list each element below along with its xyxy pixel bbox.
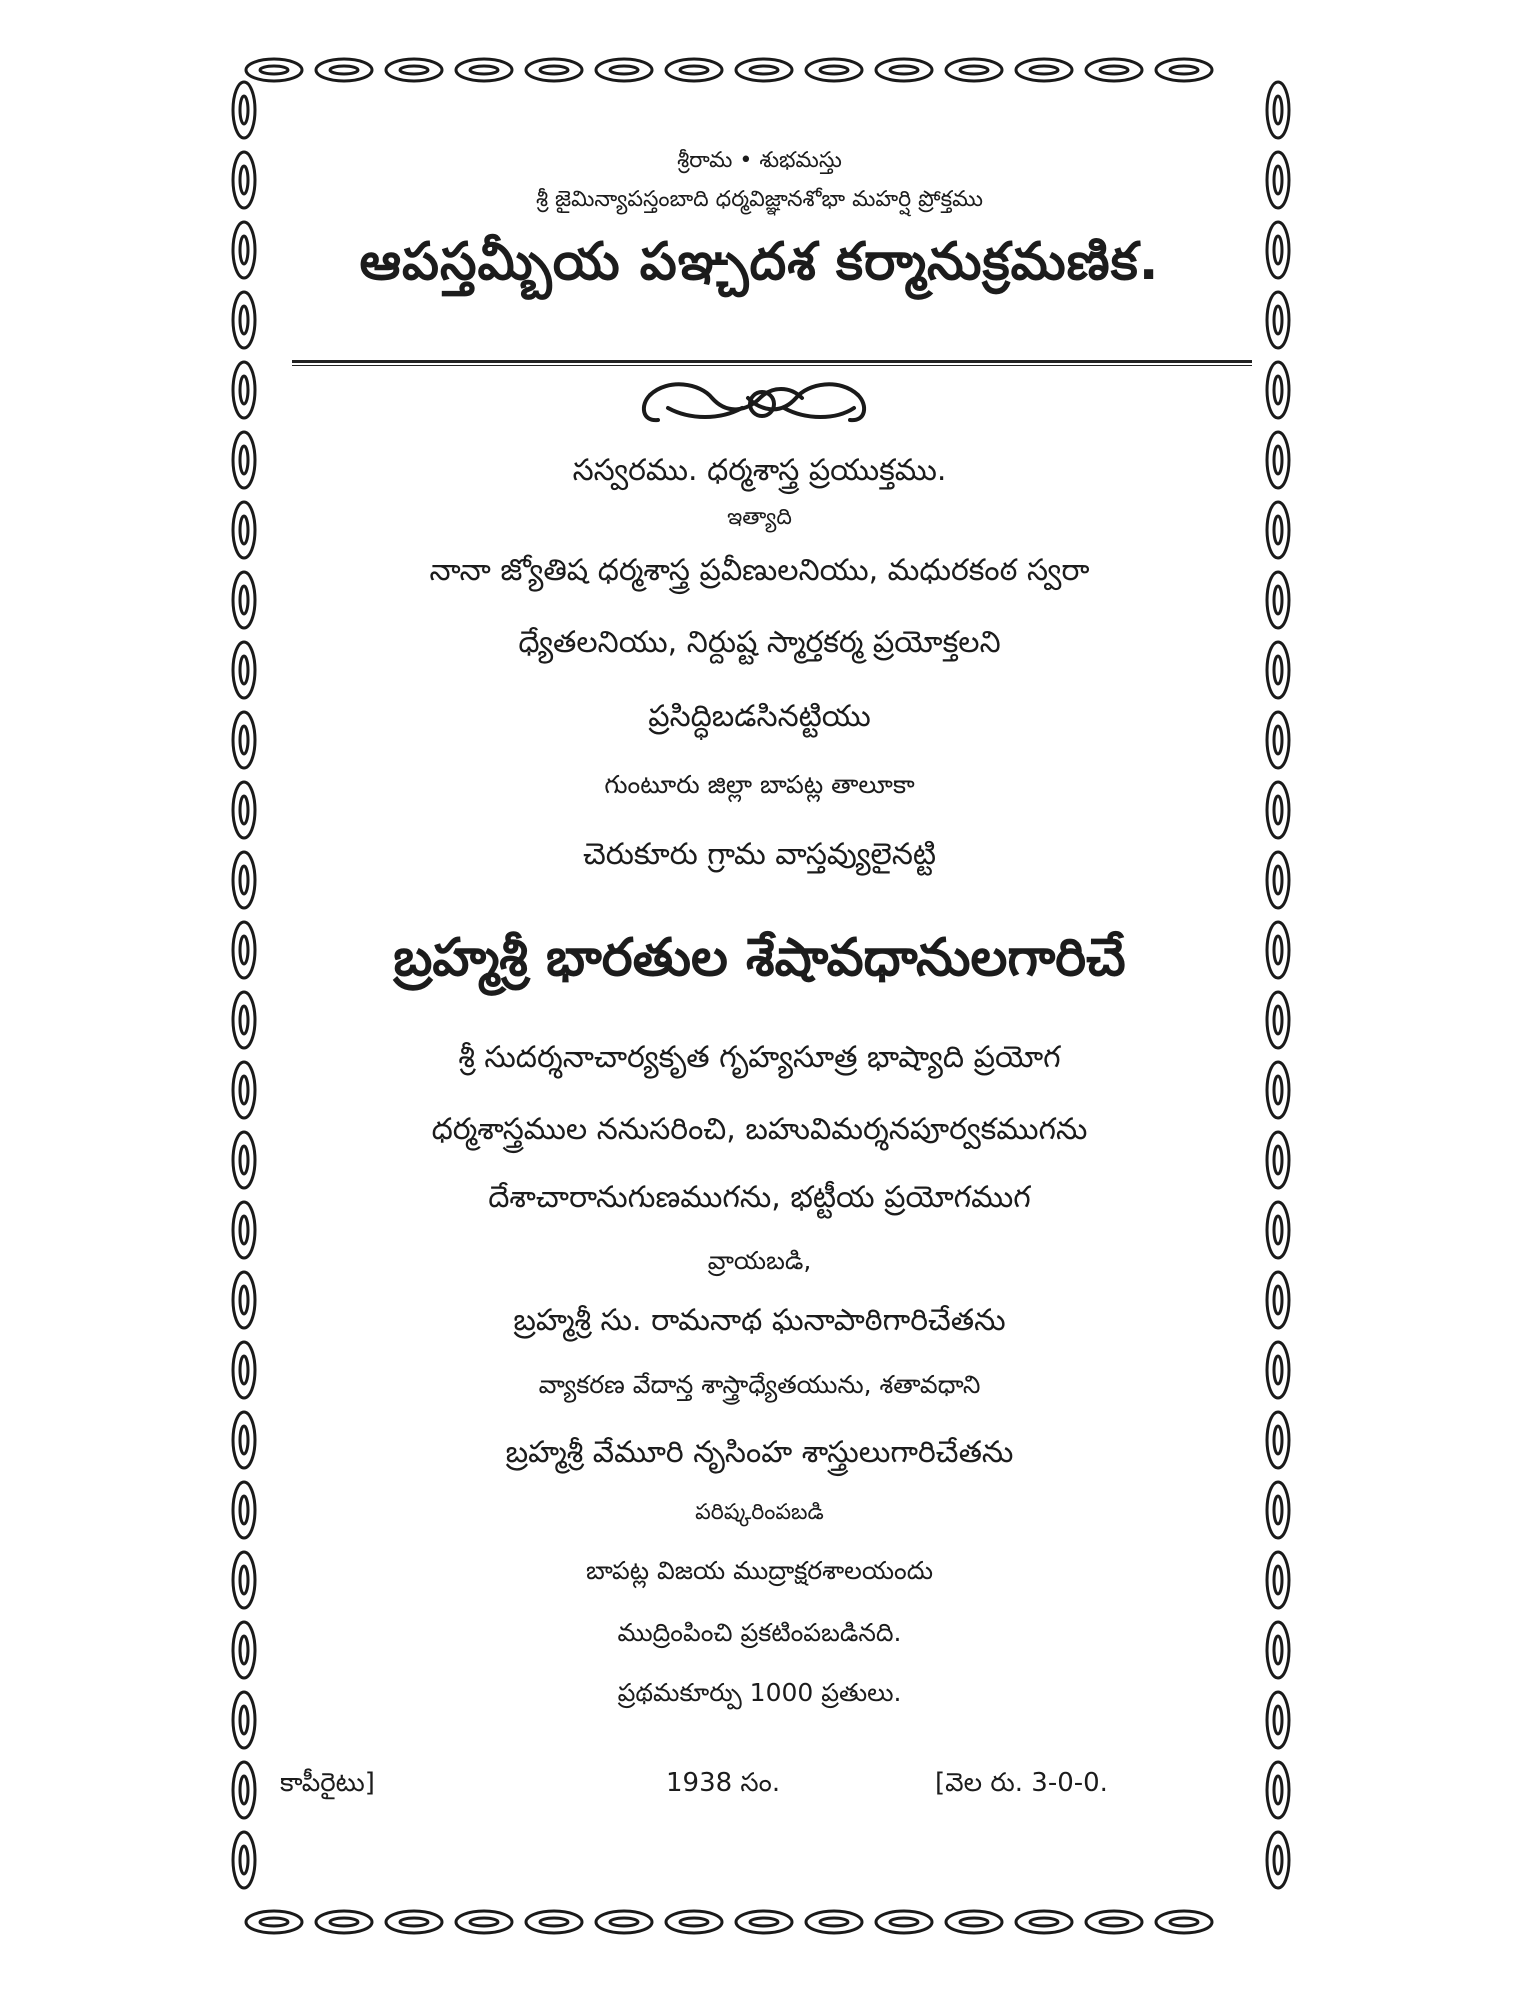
- text-line: శ్రీ సుదర్శనాచార్యకృత గృహ్యసూత్ర భాష్యాది ప్రయోగ: [458, 1040, 1061, 1075]
- border-link-inner: [1274, 96, 1282, 124]
- copyright-note: కాపీరైటు]: [280, 1768, 375, 1798]
- invocation-line: శ్రీరామ • శుభమస్తు: [677, 148, 842, 173]
- text-line: బాపట్ల విజయ ముద్రాక్షరశాలయందు: [585, 1556, 934, 1585]
- border-link-inner: [330, 1918, 358, 1926]
- text-line: బ్రహ్మశ్రీ వేమూరి నృసింహ శాస్త్రులుగారిచేతను: [505, 1435, 1014, 1470]
- border-link-inner: [960, 66, 988, 74]
- border-link-inner: [240, 1776, 248, 1804]
- border-link-inner: [540, 66, 568, 74]
- border-link: [666, 59, 722, 81]
- border-link-inner: [680, 1918, 708, 1926]
- border-link: [876, 1911, 932, 1933]
- border-link: [596, 1911, 652, 1933]
- border-link-inner: [240, 306, 248, 334]
- border-link: [386, 1911, 442, 1933]
- border-link: [946, 1911, 1002, 1933]
- text-line: ప్రథమకూర్పు 1000 ప్రతులు.: [617, 1678, 902, 1707]
- border-link: [233, 1762, 255, 1818]
- border-link: [596, 59, 652, 81]
- text-line: ముద్రింపించి ప్రకటింపబడినది.: [617, 1618, 902, 1647]
- page-title: ఆపస్తమ్బీయ పఞ్చదశ కర్మానుక్రమణిక.: [359, 232, 1160, 292]
- text-line: చెరుకూరు గ్రామ వాస్తవ్యులైనట్టి: [582, 837, 937, 872]
- author-line: బ్రహ్మశ్రీ భారతుల శేషావధానులగారిచే: [393, 928, 1126, 988]
- border-link-inner: [680, 66, 708, 74]
- subtitle-line: సస్వరము. ధర్మశాస్త్ర ప్రయుక్తము.: [572, 453, 947, 488]
- border-link: [1016, 59, 1072, 81]
- text-line: దేశాచారానుగుణముగను, భట్టీయ ప్రయోగముగ: [488, 1180, 1031, 1215]
- border-link: [1267, 1762, 1289, 1818]
- text-line: బ్రహ్మశ్రీ సు. రామనాథ ఘనాపాఠిగారిచేతను: [513, 1303, 1006, 1338]
- border-link: [1267, 362, 1289, 418]
- border-link: [806, 1911, 862, 1933]
- border-link: [386, 59, 442, 81]
- border-link-inner: [260, 1918, 288, 1926]
- text-line: గుంటూరు జిల్లా బాపట్ల తాలూకా: [604, 770, 915, 799]
- border-link: [316, 59, 372, 81]
- border-link: [1267, 1832, 1289, 1888]
- border-link-inner: [1170, 1918, 1198, 1926]
- border-link-inner: [1100, 66, 1128, 74]
- text-line: ధర్మశాస్త్రముల ననుసరించి, బహువిమర్శనపూర్వకముగను: [431, 1112, 1088, 1147]
- attribution-line: శ్రీ జైమిన్యాపస్తంబాది ధర్మవిజ్ఞానశోభా మహర్షి ప్రోక్తము: [535, 187, 984, 212]
- border-link-inner: [240, 1006, 248, 1034]
- border-link: [806, 59, 862, 81]
- text-line: పరిష్కరింపబడి: [695, 1500, 824, 1525]
- border-link-inner: [890, 66, 918, 74]
- border-link: [246, 1911, 302, 1933]
- border-link-inner: [960, 1918, 988, 1926]
- price-note: [వెల రు. 3-0-0.: [935, 1768, 1108, 1798]
- border-link: [316, 1911, 372, 1933]
- border-link: [1016, 1911, 1072, 1933]
- year-note: 1938 సం.: [666, 1768, 781, 1798]
- border-link-inner: [470, 1918, 498, 1926]
- border-link-inner: [1274, 376, 1282, 404]
- border-link: [736, 1911, 792, 1933]
- border-link-inner: [750, 1918, 778, 1926]
- border-link-inner: [820, 1918, 848, 1926]
- border-link-inner: [240, 96, 248, 124]
- text-line: ధ్యేతలనియు, నిర్దుష్ట స్మార్తకర్మ ప్రయోక్తలని: [518, 625, 1001, 660]
- border-link-inner: [240, 376, 248, 404]
- border-link-inner: [1274, 1846, 1282, 1874]
- border-link-inner: [1100, 1918, 1128, 1926]
- border-link-inner: [540, 1918, 568, 1926]
- border-link-inner: [1274, 1006, 1282, 1034]
- border-link: [456, 1911, 512, 1933]
- border-link: [1267, 82, 1289, 138]
- border-link: [876, 59, 932, 81]
- border-link-inner: [750, 66, 778, 74]
- border-link-inner: [470, 66, 498, 74]
- border-link: [456, 59, 512, 81]
- border-link-inner: [1030, 66, 1058, 74]
- border-link-inner: [1030, 1918, 1058, 1926]
- border-link: [666, 1911, 722, 1933]
- border-link-inner: [330, 66, 358, 74]
- border-link-inner: [610, 66, 638, 74]
- border-link: [233, 362, 255, 418]
- border-link: [1086, 59, 1142, 81]
- border-link-inner: [240, 1846, 248, 1874]
- border-link-inner: [400, 66, 428, 74]
- border-link: [233, 1832, 255, 1888]
- title-rule: [292, 360, 1252, 366]
- text-line: నానా జ్యోతిష ధర్మశాస్త్ర ప్రవీణులనియు, మధురకంఠ స్వరా: [429, 553, 1090, 588]
- text-line: ప్రసిద్ధిబడసినట్టియు: [648, 699, 871, 734]
- text-line: ఇత్యాది: [727, 505, 792, 530]
- border-link: [736, 59, 792, 81]
- text-line: వ్యాకరణ వేదాన్త శాస్త్రాధ్యేతయును, శతావధాని: [538, 1370, 981, 1399]
- border-link: [526, 1911, 582, 1933]
- border-link-inner: [820, 66, 848, 74]
- border-link: [246, 59, 302, 81]
- scroll-ornament: [644, 384, 864, 420]
- border-link-inner: [890, 1918, 918, 1926]
- border-link-inner: [260, 66, 288, 74]
- border-link-inner: [1170, 66, 1198, 74]
- text-line: వ్రాయబడి,: [707, 1246, 812, 1275]
- border-link-inner: [400, 1918, 428, 1926]
- border-link-inner: [610, 1918, 638, 1926]
- border-link: [1086, 1911, 1142, 1933]
- border-link: [946, 59, 1002, 81]
- border-link: [526, 59, 582, 81]
- border-link: [233, 82, 255, 138]
- border-link-inner: [1274, 306, 1282, 334]
- border-link: [1156, 1911, 1212, 1933]
- border-link-inner: [1274, 1776, 1282, 1804]
- border-link: [1156, 59, 1212, 81]
